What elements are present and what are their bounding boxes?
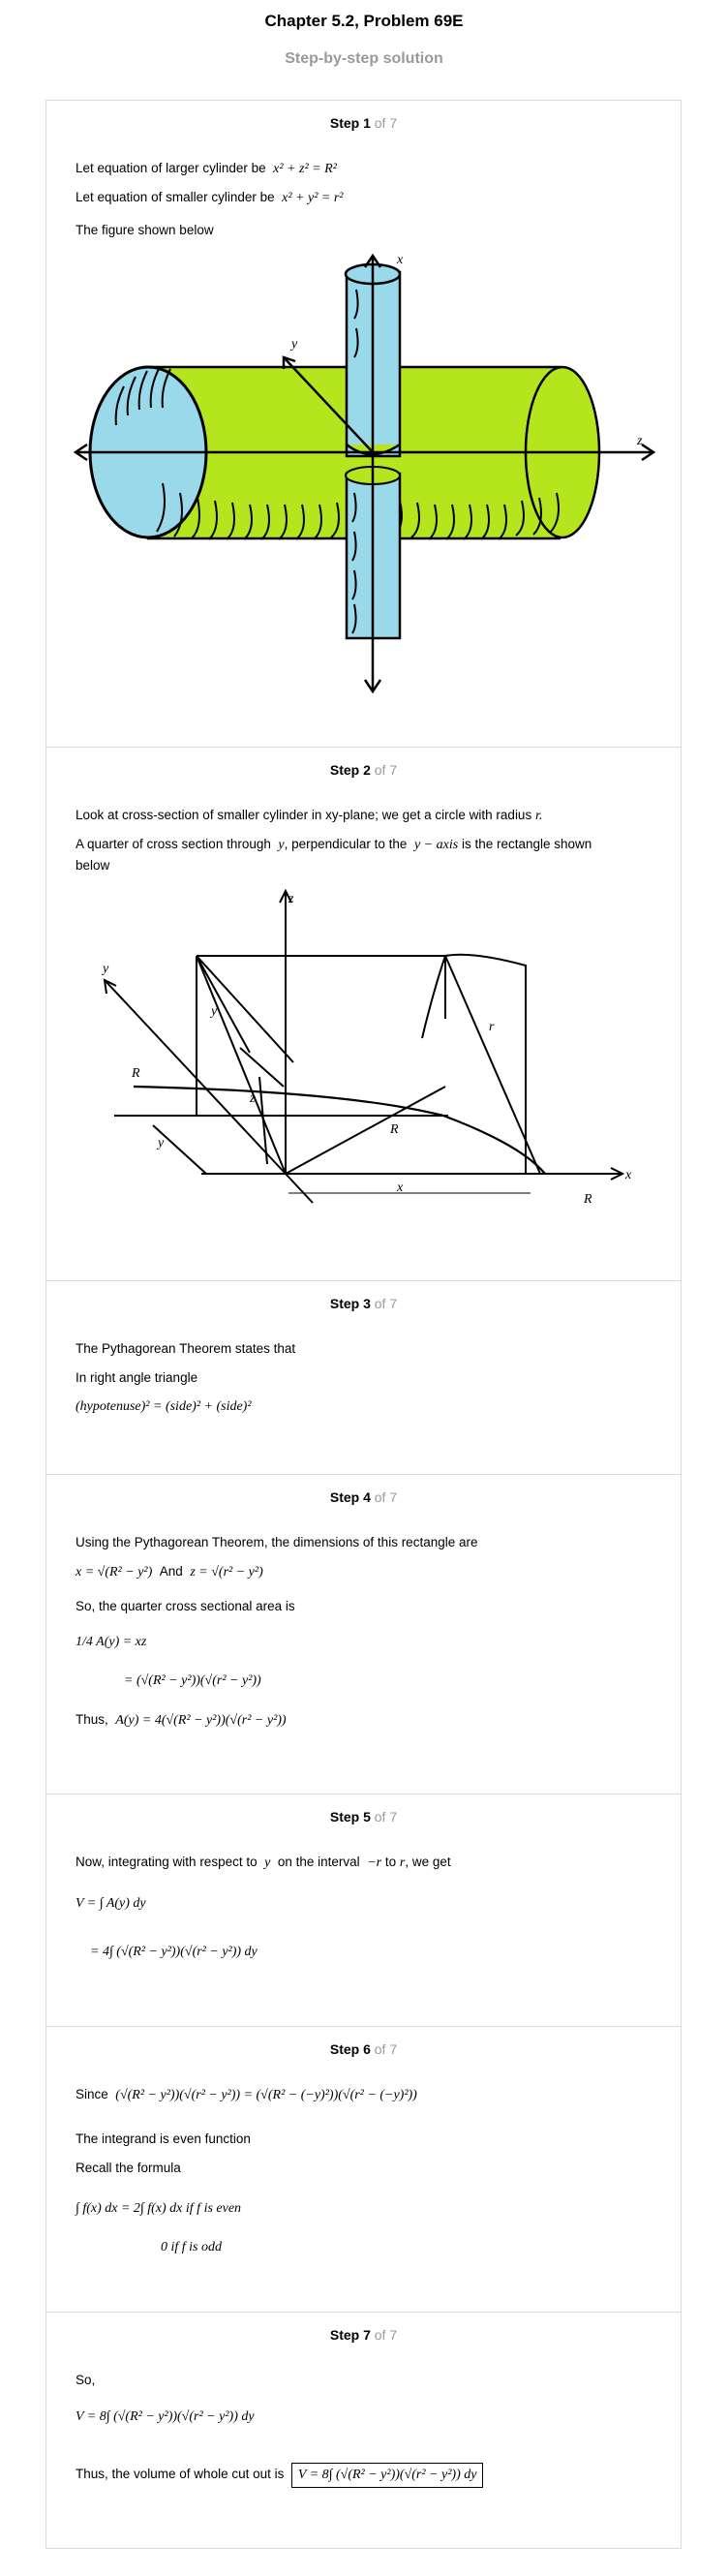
page-title: Chapter 5.2, Problem 69E (264, 12, 464, 30)
math-expression: z = √(r² − y²) (190, 1565, 263, 1579)
step-card-6 (46, 2026, 682, 2314)
text-line: Thus, A(y) = 4(√(R² − y²))(√(r² − y²)) (76, 1712, 287, 1728)
step-heading (46, 1489, 681, 1505)
math-expression: (hypotenuse)² = (side)² + (side)² (76, 1399, 252, 1414)
math-expression: A(y) = 4(√(R² − y²))(√(r² − y²)) (115, 1713, 287, 1728)
step-count: of 7 (374, 1809, 398, 1825)
text-line: Look at cross-section of smaller cylinder in xy-plane; we get a circle with radius r. (76, 808, 543, 823)
math-expression: y − axis (413, 838, 459, 852)
dimension-label-x: x (397, 1181, 404, 1195)
math-expression: x² + z² = R² (273, 162, 337, 176)
cylinders-figure (66, 251, 666, 706)
step-count: of 7 (374, 115, 398, 131)
math-expression: V = 8∫ (√(R² − y²))(√(r² − y²)) dy (76, 2409, 255, 2424)
step-label: Step 5 (329, 1809, 371, 1825)
axis-label-z: z (637, 434, 643, 448)
text-line: So, the quarter cross sectional area is (76, 1599, 295, 1613)
math-expression: 0 if f is odd (161, 2240, 223, 2254)
text-line: Now, integrating with respect to y on the interval −r to r, we get (76, 1855, 451, 1870)
math-expression: (√(R² − y²))(√(r² − y²)) = (√(R² − (−y)²))(√(r² − (−y)²)) (115, 2088, 417, 2102)
text-line: A quarter of cross section through y, perpendicular to the y − axis is the rectangle shown (76, 837, 592, 852)
text-line: The Pythagorean Theorem states that (76, 1341, 296, 1356)
step-count: of 7 (374, 1489, 398, 1505)
step-label: Step 4 (329, 1489, 371, 1505)
step-card-2 (46, 747, 682, 1282)
math-expression: x = √(R² − y²) (76, 1565, 153, 1579)
text-line: Let equation of larger cylinder be x² + z² = R² (76, 161, 337, 176)
step-heading (46, 1809, 681, 1825)
step-card-5 (46, 1794, 682, 2028)
step-label: Step 3 (329, 1296, 371, 1311)
step-count: of 7 (374, 2041, 398, 2057)
axis-label-z: z (288, 892, 294, 906)
text-line: In right angle triangle (76, 1370, 198, 1385)
radius-label-r: r (489, 1020, 495, 1034)
axis-label-x: x (397, 253, 404, 267)
text-line: Thus, the volume of whole cut out is V = 8∫ (√(R² − y²))(√(r² − y²)) dy (76, 2463, 483, 2488)
step-label: Step 6 (329, 2041, 371, 2057)
step-count: of 7 (374, 1296, 398, 1311)
step-card-3 (46, 1280, 682, 1476)
dimension-label-y: y (158, 1136, 165, 1150)
text-line: Using the Pythagorean Theorem, the dimensions of this rectangle are (76, 1535, 478, 1549)
step-label: Step 2 (329, 762, 371, 778)
text-line: below (76, 858, 110, 873)
text-line: The figure shown below (76, 223, 214, 237)
radius-label-R: R (584, 1192, 592, 1207)
text-line: So, (76, 2373, 96, 2387)
step-label: Step 1 (329, 115, 371, 131)
math-expression: r. (534, 809, 543, 823)
step-card-4 (46, 1474, 682, 1795)
step-card-7 (46, 2312, 682, 2549)
math-expression: y (278, 838, 285, 852)
step-count: of 7 (374, 762, 398, 778)
dimension-label-z: z (250, 1091, 256, 1106)
radius-label-R: R (390, 1122, 399, 1137)
dimension-label-y: y (211, 1004, 218, 1019)
final-answer-box: V = 8∫ (√(R² − y²))(√(r² − y²)) dy (291, 2463, 484, 2488)
step-heading (46, 115, 681, 131)
step-count: of 7 (374, 2327, 398, 2343)
axis-label-x: x (625, 1168, 632, 1182)
step-label: Step 7 (329, 2327, 371, 2343)
text-line: Recall the formula (76, 2161, 181, 2175)
text-line: x = √(R² − y²) And z = √(r² − y²) (76, 1564, 263, 1579)
math-expression: = 4∫ (√(R² − y²))(√(r² − y²)) dy (90, 1945, 258, 1959)
math-expression: ∫ f(x) dx = 2∫ f(x) dx if f is even (76, 2201, 242, 2216)
radius-label-R: R (132, 1066, 140, 1081)
axis-label-y: y (103, 962, 109, 976)
step-card-1 (46, 100, 682, 749)
math-expression: r (399, 1855, 406, 1870)
math-expression: x² + y² = r² (282, 191, 344, 205)
page-subtitle: Step-by-step solution (285, 50, 443, 67)
math-expression: 1/4 A(y) = xz (76, 1635, 147, 1649)
step-heading (46, 2327, 681, 2343)
axis-label-y: y (291, 337, 298, 352)
text-line: Since (√(R² − y²))(√(r² − y²)) = (√(R² − (−y)²))(√(r² − (−y)²)) (76, 2087, 417, 2102)
text-line: The integrand is even function (76, 2131, 251, 2146)
math-expression: = (√(R² − y²))(√(r² − y²)) (124, 1673, 261, 1688)
step-heading (46, 1296, 681, 1311)
math-expression: −r (367, 1855, 382, 1870)
math-expression: V = ∫ A(y) dy (76, 1896, 146, 1911)
text-line: Let equation of smaller cylinder be x² + y² = r² (76, 190, 344, 205)
cross-section-figure (56, 883, 676, 1271)
step-heading (46, 762, 681, 778)
math-expression: y (264, 1855, 271, 1870)
step-heading (46, 2041, 681, 2057)
